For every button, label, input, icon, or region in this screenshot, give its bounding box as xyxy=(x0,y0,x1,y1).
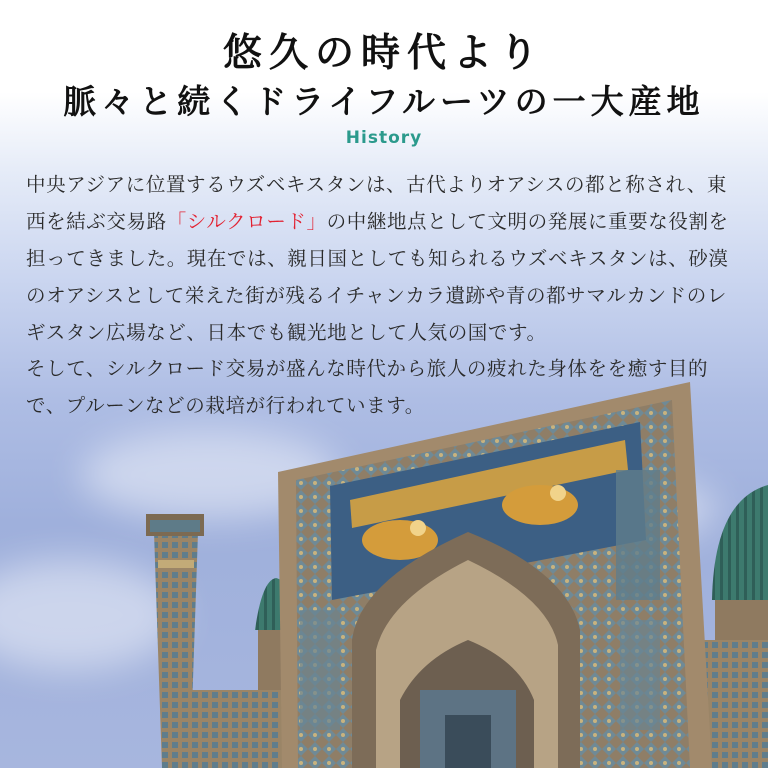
main-heading-line1: 悠久の時代より xyxy=(222,30,545,76)
paragraph-1-text-start: 中央アジアに位置するウズベキスタンは、古代よりオアシスの都と称され、東西を結ぶ交易路 xyxy=(26,173,727,233)
right-tiger-motif xyxy=(502,485,578,525)
main-heading-line2: 脈々と続くドライフルーツの一大産地 xyxy=(63,82,705,121)
history-paragraph-1 xyxy=(26,166,746,351)
paragraph-1-text-end: の中継地点として文明の発展に重要な役割を担ってきました。現在では、親日国としても知られるウズベキスタンは、砂漠のオアシスとして栄えた街が残るイチャンカラ遺跡や青の都サマルカンドのレギスタン広場など、日本でも観光地として人気の国です。 xyxy=(26,210,729,344)
silk-road-highlight: 「シルクロード」 xyxy=(166,210,327,233)
history-paragraph-2: そして、シルクロード交易が盛んな時代から旅人の疲れた身体をを癒す目的で、プルーンなどの栽培が行われています。 xyxy=(26,357,709,417)
portal xyxy=(278,382,712,768)
left-wing-wall xyxy=(188,690,288,768)
section-label-history: History xyxy=(345,128,423,148)
